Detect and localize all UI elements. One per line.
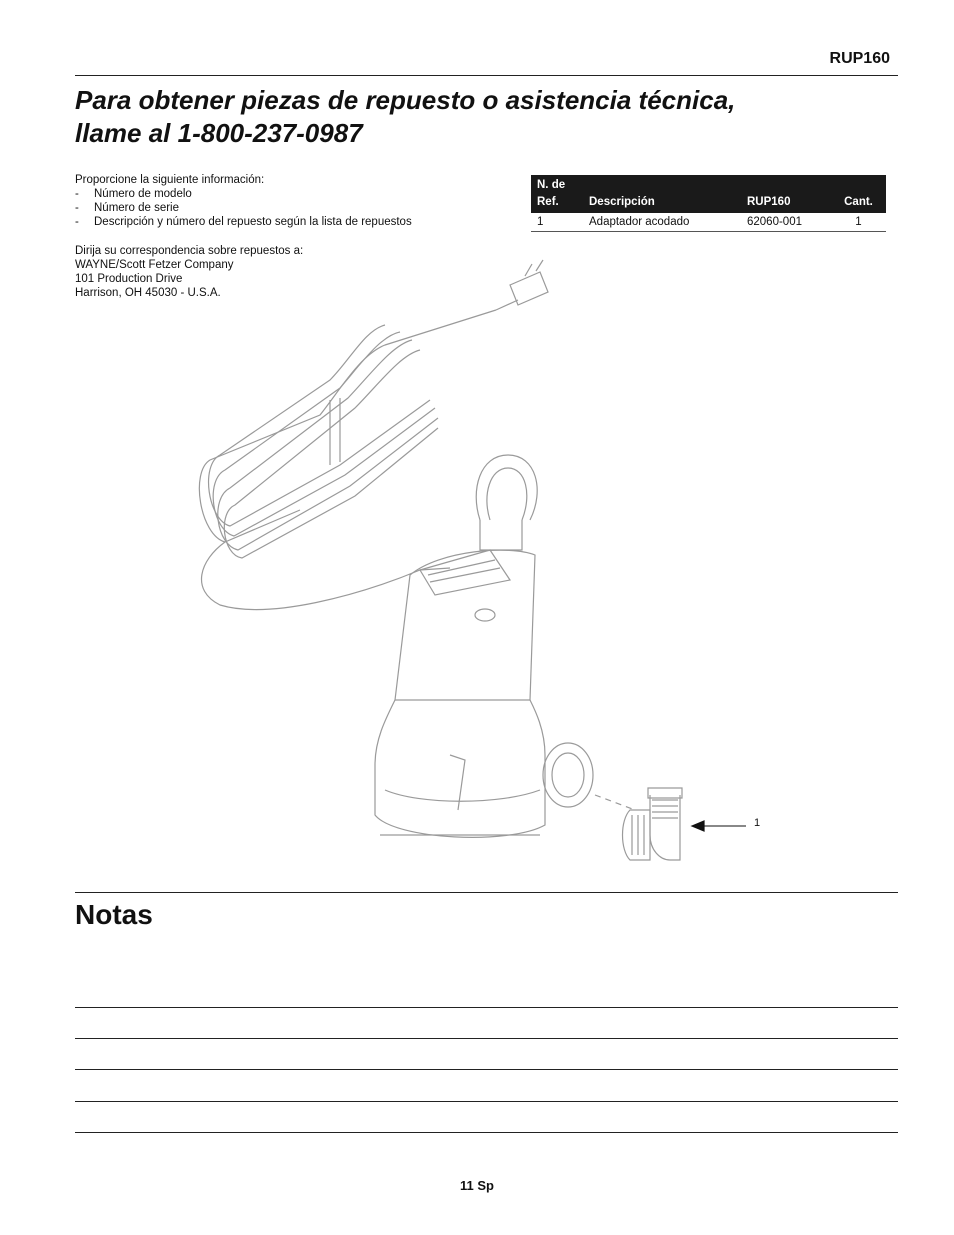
pump-body	[375, 550, 593, 837]
parts-table-header	[531, 175, 886, 213]
notes-line	[75, 1007, 898, 1008]
parts-table	[531, 175, 886, 232]
info-intro: Proporcione la siguiente información:	[75, 174, 265, 186]
table-row	[531, 213, 886, 232]
col-description: Descripción	[583, 175, 741, 213]
power-cord-plug	[496, 260, 548, 310]
cell-part-number: 62060-001	[741, 213, 831, 232]
notes-line	[75, 1069, 898, 1070]
cell-ref: 1	[531, 213, 583, 232]
cell-description: Adaptador acodado	[583, 213, 741, 232]
coiled-cord	[199, 310, 496, 610]
pump-handle	[476, 455, 537, 550]
address-line: Harrison, OH 45030 - U.S.A.	[75, 287, 221, 299]
notes-top-rule	[75, 892, 898, 893]
notes-line	[75, 1132, 898, 1133]
notes-title: Notas	[75, 899, 153, 930]
page-title	[75, 84, 875, 150]
correspondence-intro: Dirija su correspondencia sobre repuestos a:	[75, 245, 304, 257]
notes-line	[75, 1038, 898, 1039]
address-line: WAYNE/Scott Fetzer Company	[75, 259, 234, 271]
notes-line	[75, 1101, 898, 1102]
address-line: 101 Production Drive	[75, 273, 183, 285]
title-line-1: Para obtener piezas de repuesto o asistencia técnica,	[75, 85, 736, 115]
elbow-adapter-part	[623, 788, 683, 860]
cell-qty: 1	[831, 213, 886, 232]
info-item: - Número de modelo	[75, 188, 192, 200]
model-number-header: RUP160	[829, 50, 890, 67]
col-qty: Cant.	[831, 175, 886, 213]
callout-leader-arrow	[692, 821, 746, 831]
col-ref: N. de Ref.	[531, 175, 583, 213]
col-part-number: RUP160	[741, 175, 831, 213]
callout-label: 1	[754, 817, 761, 829]
info-block	[75, 173, 495, 229]
info-item: - Descripción y número del repuesto según la lista de repuestos	[75, 216, 412, 228]
info-item: - Número de serie	[75, 202, 180, 214]
pump-exploded-diagram	[180, 250, 800, 870]
title-line-2: llame al 1-800-237-0987	[75, 118, 363, 148]
header-rule	[75, 75, 898, 76]
assembly-guide-line	[595, 795, 635, 810]
page-number: 11 Sp	[460, 1178, 494, 1193]
